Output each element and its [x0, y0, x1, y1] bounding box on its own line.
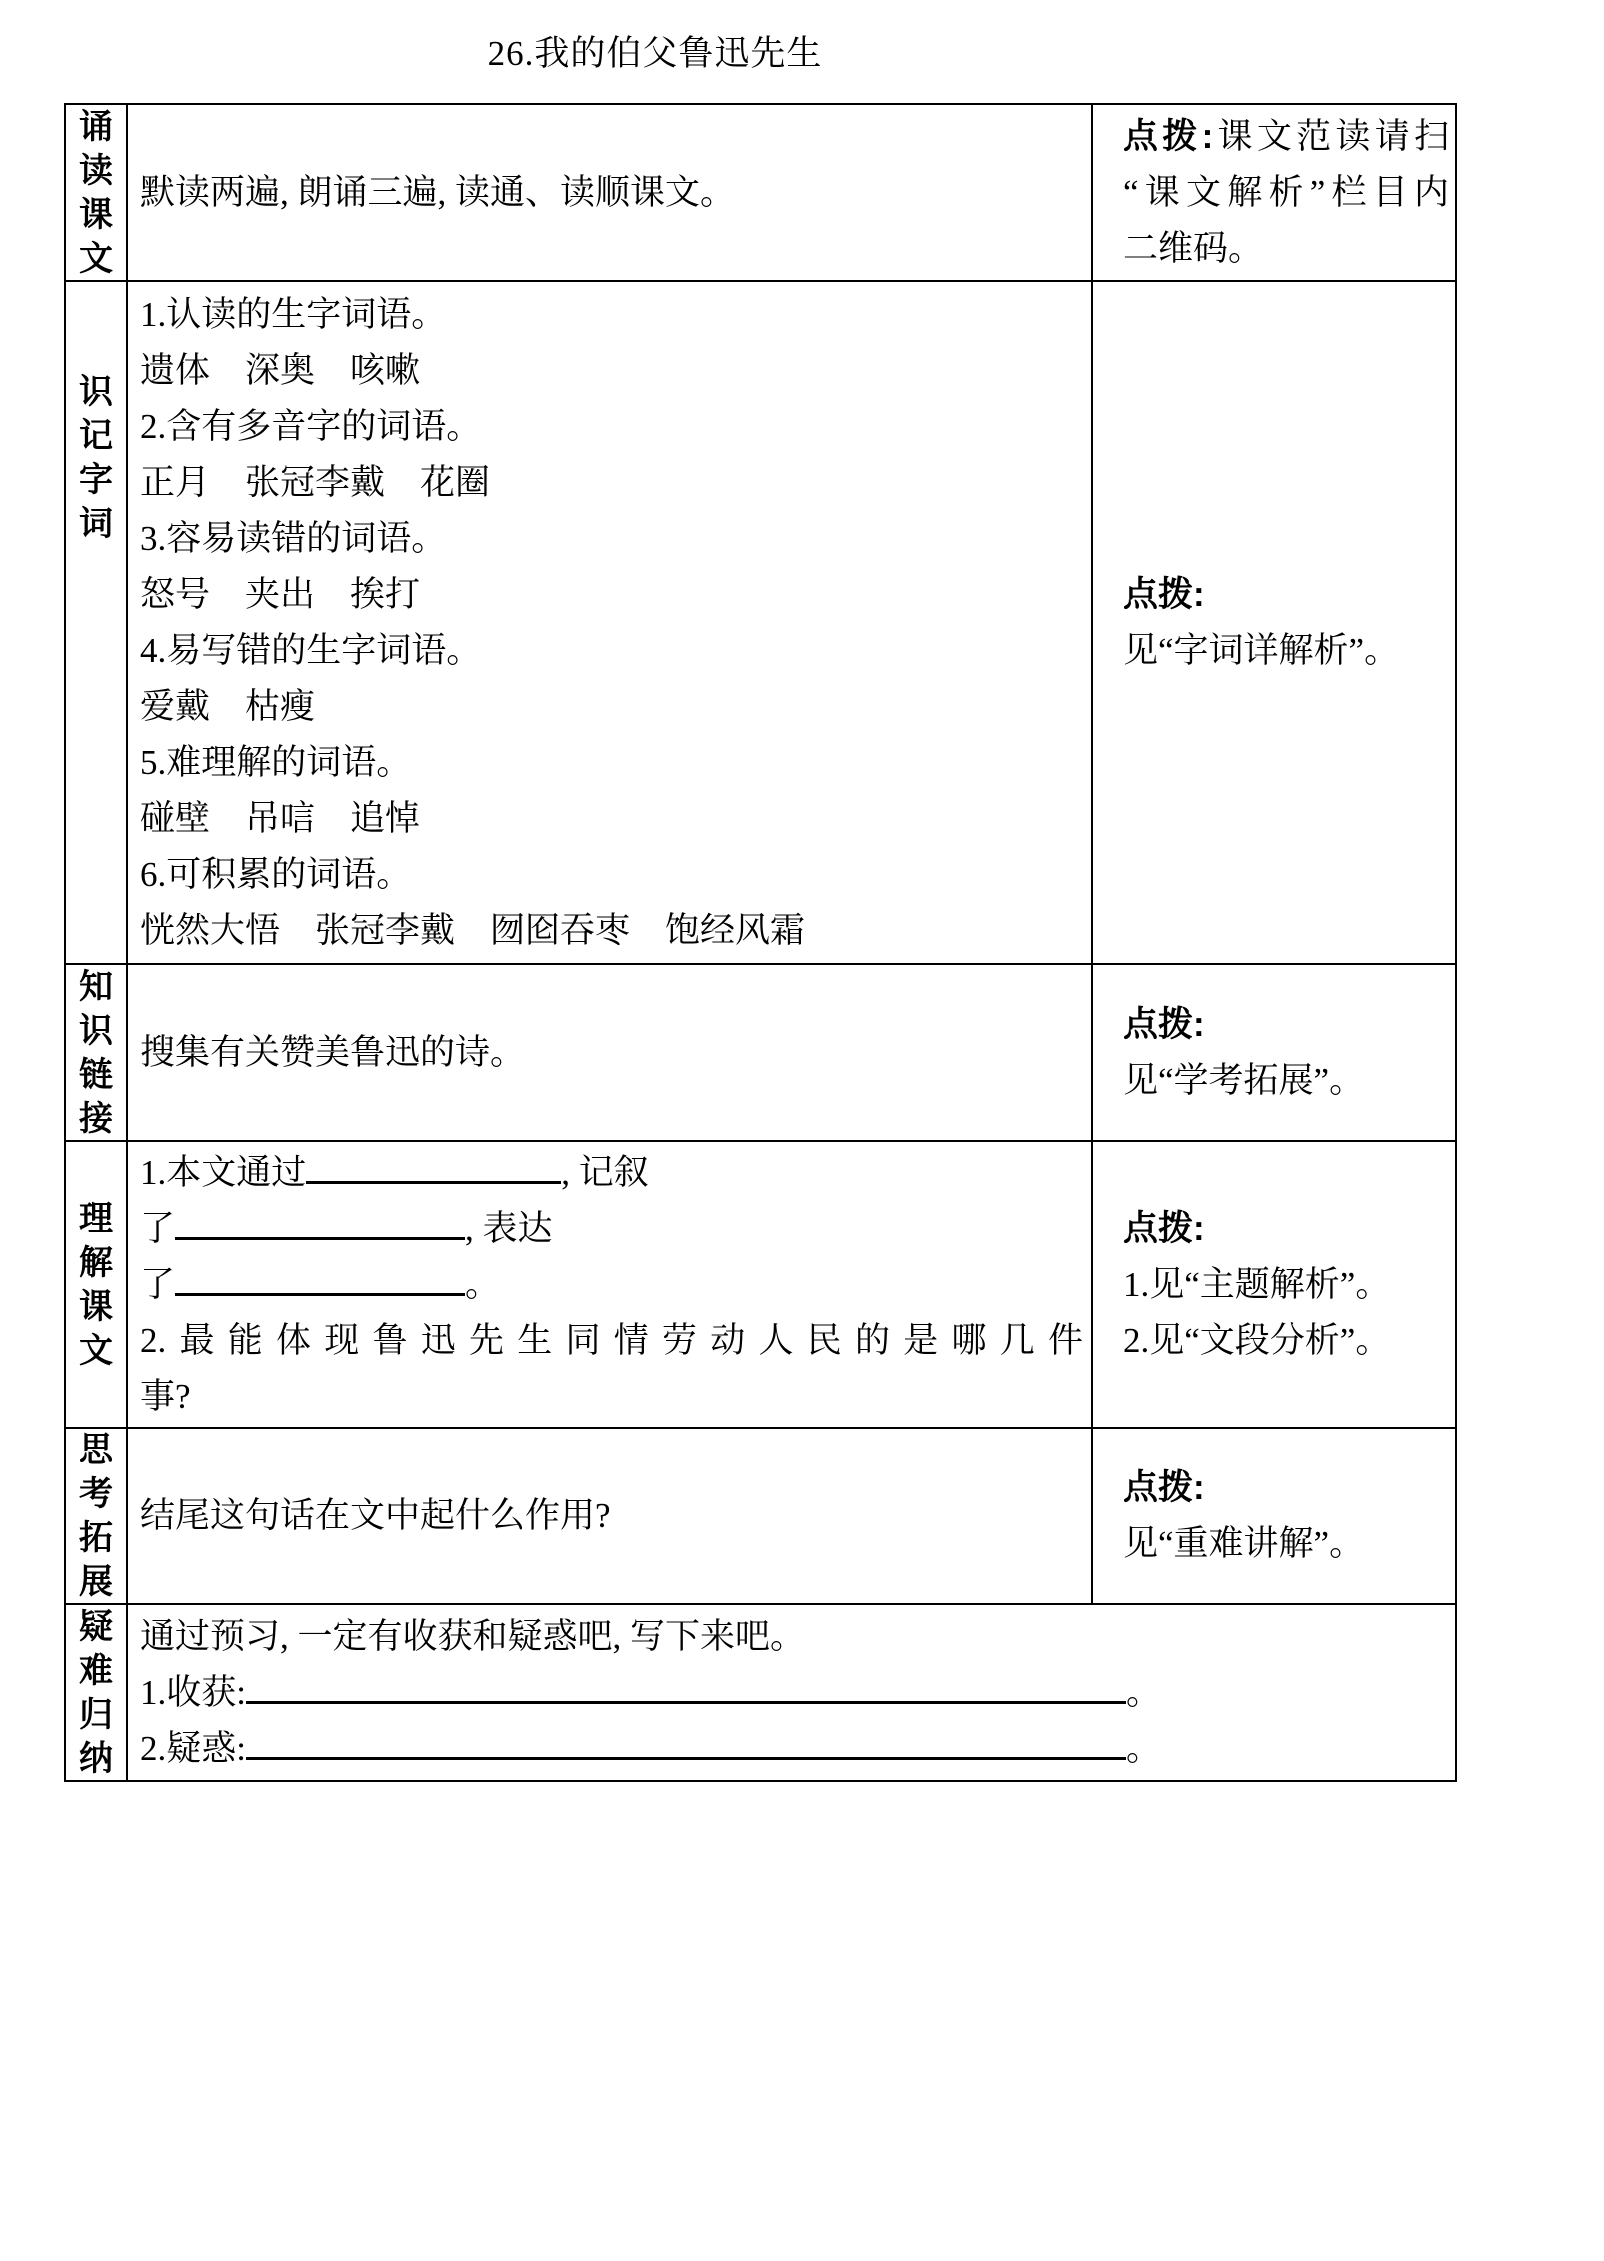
text-segment: 2.最能体现鲁迅先生同情劳动人民的是哪几件: [140, 1320, 1083, 1360]
text-segment: 1.认读的生字词语。: [140, 294, 447, 334]
content-line: [140, 1609, 1415, 1665]
tip-line: [1123, 997, 1449, 1053]
content-line: [140, 165, 1083, 221]
text-segment: 遗体 深奥 咳嗽: [140, 350, 421, 390]
row-content-cell: [128, 965, 1093, 1142]
text-segment: 搜集有关赞美鲁迅的诗。: [140, 1032, 526, 1072]
tip-heading: 点拨:: [1123, 1468, 1205, 1507]
text-segment: 碰壁 吊唁 追悼: [140, 798, 421, 838]
content-line: [140, 623, 1083, 679]
content-line: [140, 847, 1083, 903]
fill-in-blank: [246, 1725, 1126, 1760]
table-row: [66, 105, 1457, 282]
text-segment: 正月 张冠李戴 花圈: [140, 462, 491, 502]
tip-line: [1123, 221, 1449, 277]
content-line: [140, 1369, 1083, 1425]
row-label: 思考拓展: [79, 1431, 113, 1601]
text-segment: 1.本文通过: [140, 1152, 307, 1192]
tip-heading: 点拨:: [1123, 574, 1205, 614]
text-segment: 爱戴 枯瘦: [140, 686, 316, 726]
row-content-cell: [128, 282, 1093, 965]
tip-heading: 点拨:: [1123, 1004, 1205, 1044]
content-line: [140, 1201, 1083, 1257]
text-segment: 2.含有多音字的词语。: [140, 406, 482, 446]
content-line: [140, 399, 1083, 455]
text-segment: 结尾这句话在文中起什么作用?: [140, 1496, 611, 1535]
content-line: [140, 1145, 1083, 1201]
content-line: [140, 735, 1083, 791]
page-title: 26.我的伯父鲁迅先生: [487, 34, 823, 73]
row-label-cell: [66, 1605, 128, 1782]
text-segment: 。: [1125, 1728, 1161, 1768]
text-segment: 1.收获:: [140, 1672, 246, 1712]
content-line: [140, 1721, 1415, 1777]
content-line: [140, 679, 1083, 735]
text-segment: 5.难理解的词语。: [140, 742, 412, 782]
row-label-cell: [66, 1429, 128, 1605]
text-segment: 了: [140, 1208, 176, 1248]
row-label-cell: [66, 965, 128, 1142]
row-label-cell: [66, 105, 128, 282]
tip-line: [1123, 109, 1449, 165]
row-label: 识记字词: [79, 373, 113, 543]
text-segment: 1.见“主题解析”。: [1123, 1264, 1391, 1304]
tip-line: [1123, 165, 1449, 221]
content-line: [140, 791, 1083, 847]
row-label: 疑难归纳: [79, 1607, 113, 1778]
text-segment: 4.易写错的生字词语。: [140, 630, 482, 670]
tip-heading: 点拨:: [1123, 116, 1214, 156]
text-segment: 默读两遍, 朗诵三遍, 读通、读顺课文。: [140, 172, 736, 212]
row-label-cell: [66, 1142, 128, 1429]
content-line: [140, 1488, 1083, 1544]
table-row: [66, 282, 1457, 965]
fill-in-blank: [306, 1149, 561, 1184]
row-tip-cell: [1093, 105, 1457, 282]
row-content-cell: [128, 105, 1093, 282]
text-segment: 恍然大悟 张冠李戴 囫囵吞枣 饱经风霜: [140, 910, 806, 950]
content-line: [140, 1313, 1083, 1369]
tip-line: [1123, 1053, 1449, 1109]
table-row: [66, 1142, 1457, 1429]
row-tip-cell: [1093, 965, 1457, 1142]
text-segment: 。: [1125, 1672, 1161, 1712]
tip-line: [1123, 567, 1449, 623]
row-label-cell: [66, 282, 128, 965]
fill-in-blank: [246, 1669, 1126, 1704]
content-line: [140, 1257, 1083, 1313]
text-segment: 课文范读请扫: [1213, 116, 1449, 156]
text-segment: 见“学考拓展”。: [1123, 1060, 1365, 1100]
text-segment: 通过预习, 一定有收获和疑惑吧, 写下来吧。: [140, 1616, 806, 1656]
content-line: [140, 903, 1083, 959]
row-content-cell: [128, 1142, 1093, 1429]
row-label: 知识链接: [79, 967, 113, 1138]
text-segment: 见“字词详解析”。: [1123, 630, 1400, 670]
text-segment: 3.容易读错的词语。: [140, 518, 447, 558]
text-segment: “课文解析”栏目内: [1123, 172, 1449, 212]
table-row: [66, 1605, 1457, 1782]
text-segment: 2.疑惑:: [140, 1728, 246, 1768]
study-table: [64, 103, 1457, 1782]
text-segment: , 表达: [465, 1208, 553, 1248]
row-label: 理解课文: [79, 1199, 113, 1370]
text-segment: 二维码。: [1123, 228, 1264, 268]
text-segment: 6.可积累的词语。: [140, 854, 412, 894]
row-content-cell: [128, 1429, 1093, 1605]
row-tip-cell: [1093, 1142, 1457, 1429]
content-line: [140, 511, 1083, 567]
table-row: [66, 965, 1457, 1142]
text-segment: , 记叙: [561, 1152, 649, 1192]
tip-line: [1123, 1313, 1449, 1369]
content-line: [140, 567, 1083, 623]
fill-in-blank: [175, 1261, 465, 1296]
text-segment: 事?: [140, 1376, 191, 1416]
row-label: 诵读课文: [79, 107, 113, 278]
fill-in-blank: [175, 1205, 465, 1240]
tip-line: [1123, 1257, 1449, 1313]
content-line: [140, 1665, 1415, 1721]
content-line: [140, 1025, 1083, 1081]
text-segment: 见“重难讲解”。: [1123, 1524, 1365, 1563]
table-row: [66, 1429, 1457, 1605]
text-segment: 怒号 夹出 挨打: [140, 574, 421, 614]
tip-line: [1123, 1460, 1449, 1516]
tip-line: [1123, 623, 1449, 679]
content-line: [140, 455, 1083, 511]
text-segment: 了: [140, 1264, 176, 1304]
content-line: [140, 287, 1083, 343]
text-segment: 。: [465, 1264, 501, 1304]
text-segment: 2.见“文段分析”。: [1123, 1320, 1391, 1360]
tip-heading: 点拨:: [1123, 1208, 1205, 1248]
content-line: [140, 343, 1083, 399]
tip-line: [1123, 1516, 1449, 1572]
tip-line: [1123, 1201, 1449, 1257]
row-tip-cell: [1093, 1429, 1457, 1605]
row-content-cell: [128, 1605, 1457, 1782]
row-tip-cell: [1093, 282, 1457, 965]
